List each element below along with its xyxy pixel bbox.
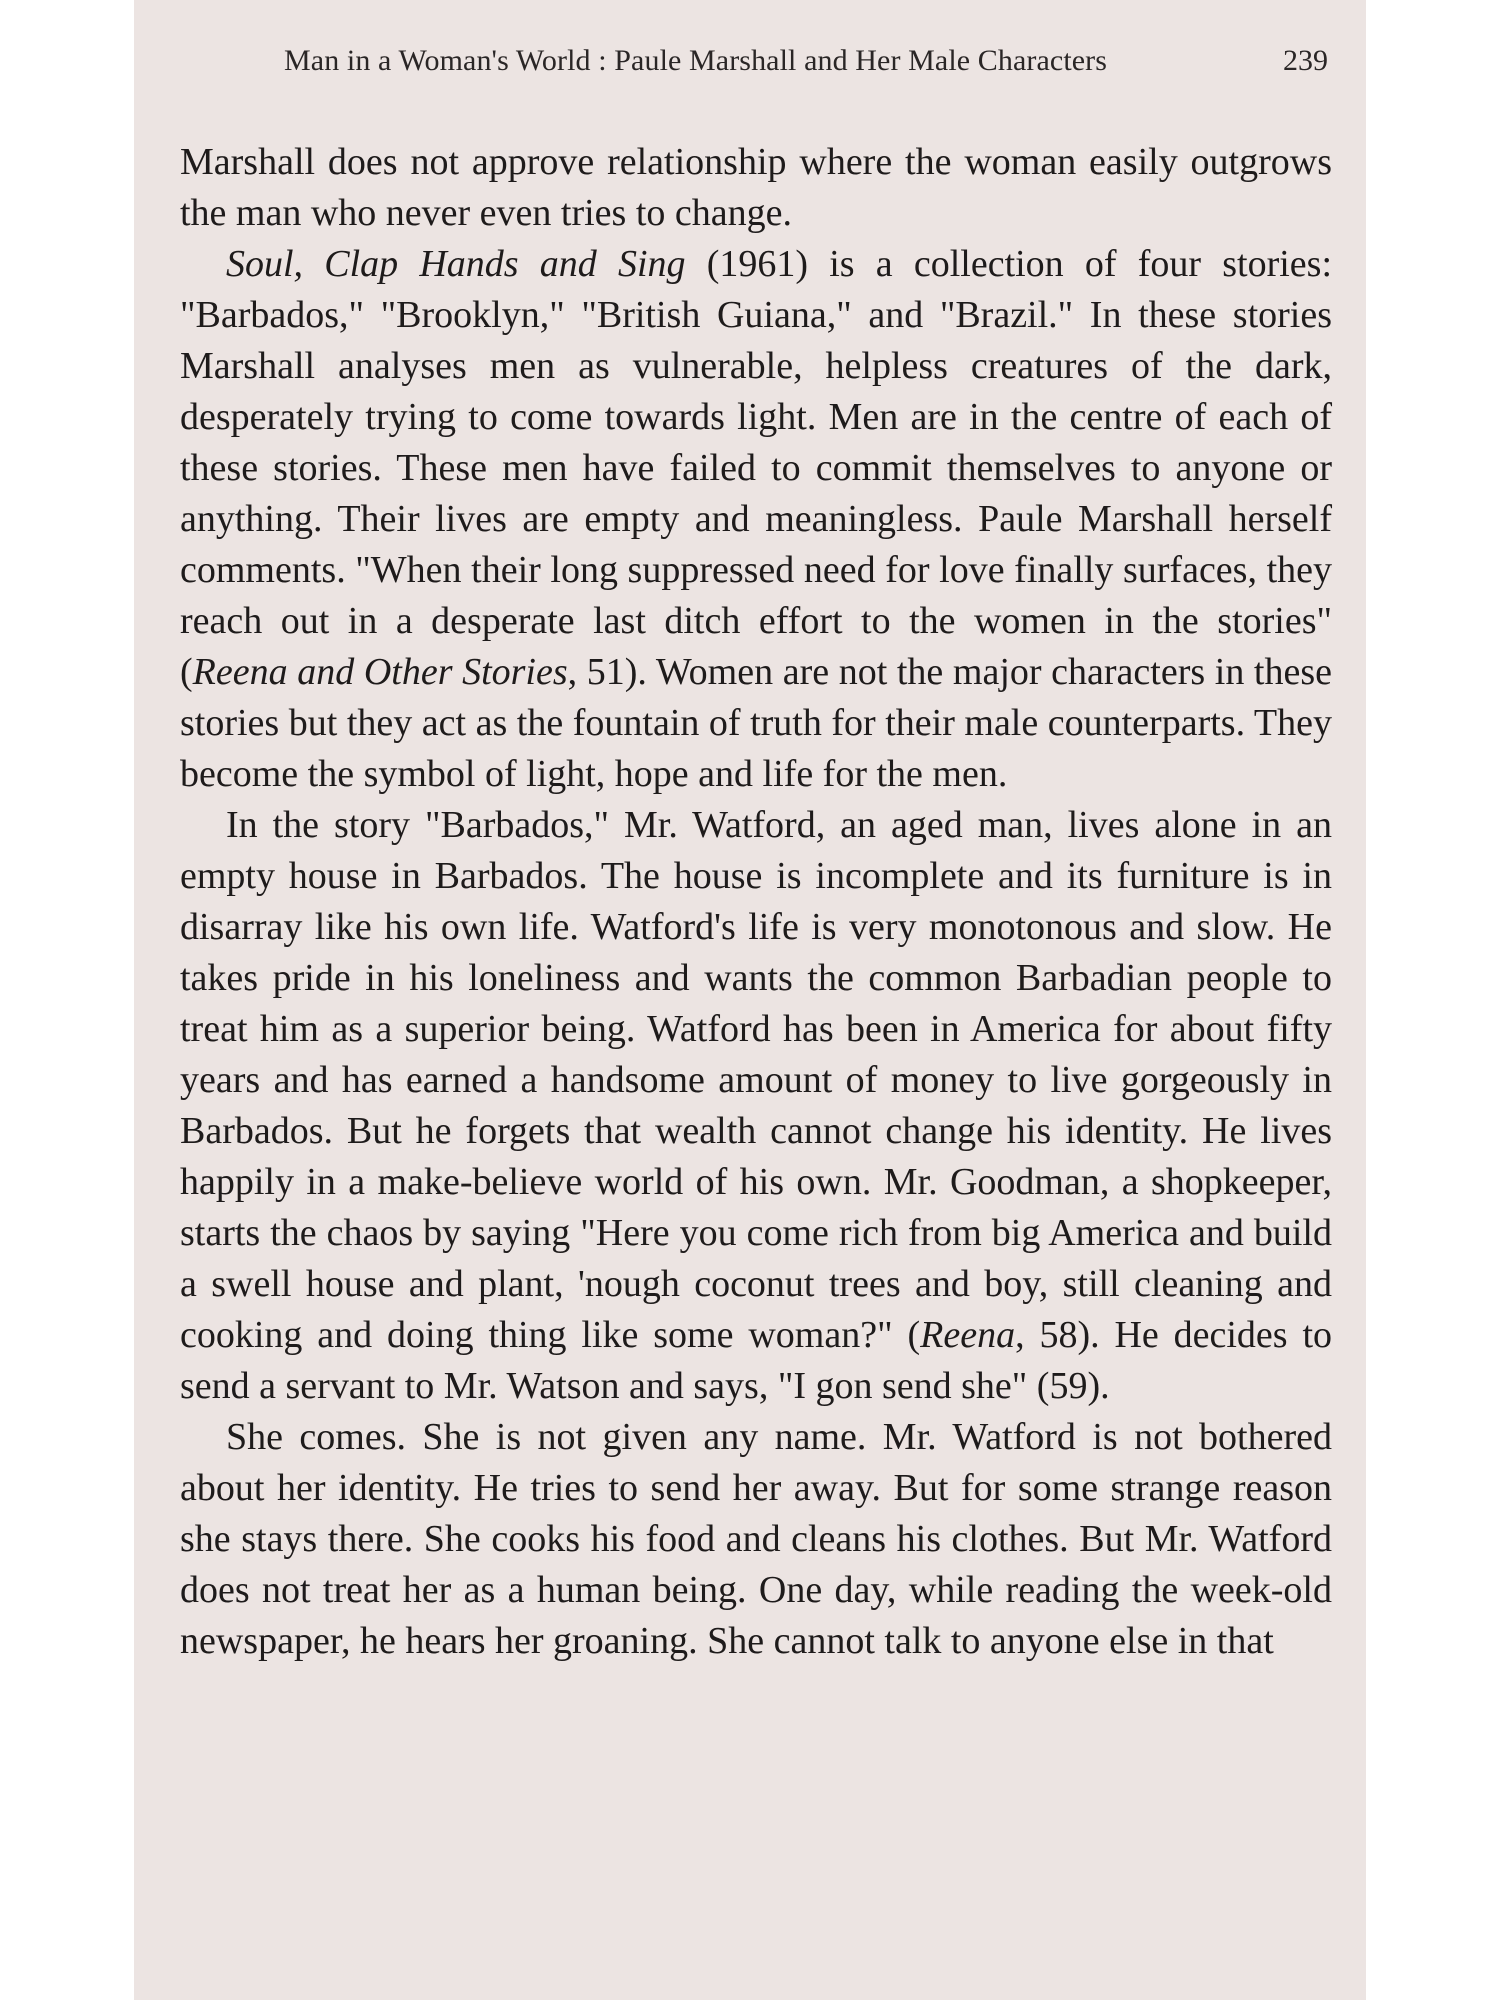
text-run: Marshall does not approve relationship where the woman easily outgrows the man who never even tries to change. (180, 141, 1332, 234)
paragraph (180, 137, 1332, 239)
book-page (134, 0, 1366, 2000)
paragraph (180, 800, 1332, 1412)
paragraph (180, 239, 1332, 800)
text-run: In the story "Barbados," Mr. Watford, an aged man, lives alone in an empty house in Barbados. The house is incomplete and its furniture is in disarray like his own life. Watford's life is very monotonous and slow. He takes pride in his loneliness and wants the common Barbadian people to treat him as a superior being. Watford has been in America for about fifty years and has earned a handsome amount of money to live gorgeously in Barbados. But he forgets that wealth cannot change his identity. He lives happily in a make-believe world of his own. Mr. Goodman, a shopkeeper, starts the chaos by saying "Here you come rich from big America and build a swell house and plant, 'nough coconut trees and boy, still cleaning and cooking and doing thing like some woman?" ( (180, 804, 1332, 1356)
text-run: (1961) is a collection of four stories: "Barbados," "Brooklyn," "British Guiana," and "Brazil." In these stories Marshall analyses men as vulnerable, helpless creatures of the dark, desperately trying to come towards light. Men are in the centre of each of these stories. These men have failed to commit themselves to anyone or anything. Their lives are empty and meaningless. Paule Marshall herself comments. "When their long suppressed need for love finally surfaces, they reach out in a desperate last ditch effort to the women in the stories" ( (180, 243, 1333, 693)
text-run: She comes. She is not given any name. Mr. Watford is not bothered about her identity. He tries to send her away. But for some strange reason she stays there. She cooks his food and cleans his clothes. But Mr. Watford does not treat her as a human being. One day, while reading the week-old newspaper, he hears her groaning. She cannot talk to anyone else in that (180, 1416, 1332, 1662)
running-head: Man in a Woman's World : Paule Marshall and Her Male Characters (284, 44, 1108, 77)
book-title: Reena (920, 1314, 1016, 1356)
book-title: Reena and Other Stories (192, 651, 568, 693)
text-run: , 51). Women are not the major characters in these stories but they act as the fountain of truth for their male counterparts. They become the symbol of light, hope and life for the men. (180, 651, 1333, 795)
text-run: , 58). He decides to send a servant to Mr. Watson and says, "I gon send she" (59). (180, 1314, 1333, 1407)
page-number: 239 (1283, 44, 1328, 77)
body-text (180, 137, 1332, 1667)
paragraph (180, 1412, 1332, 1667)
book-title: Soul, Clap Hands and Sing (226, 243, 686, 285)
page-header (284, 44, 1328, 78)
